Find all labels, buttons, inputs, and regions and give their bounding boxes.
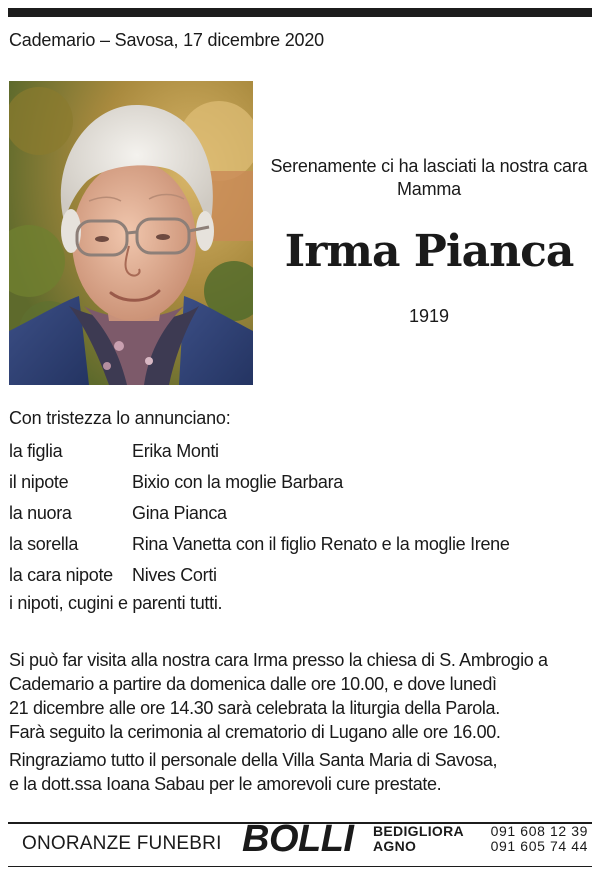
- family-row: [9, 467, 594, 498]
- place-date: Cademario – Savosa, 17 dicembre 2020: [9, 30, 324, 50]
- family-all: i nipoti, cugini e parenti tutti.: [9, 593, 223, 613]
- thanks-paragraph: Ringraziamo tutto il personale della Villa Santa Maria di Savosa, e la dott.ssa Ioana Sabau per le amorevoli cure prestate.: [9, 750, 498, 794]
- family-role: la figlia: [9, 441, 63, 461]
- family-role: la nuora: [9, 503, 72, 523]
- family-row: [9, 560, 594, 591]
- footer-rule-bottom: [8, 866, 592, 867]
- visitation-paragraph: Si può far visita alla nostra cara Irma presso la chiesa di S. Ambrogio a Cademario a partire da domenica dalle ore 10.00, e dove lunedì 21 dicembre alle ore 14.30 sarà celebrata la liturgia della Parola. Farà seguito la cerimonia al crematorio di Lugano alle ore 16.00.: [9, 650, 548, 742]
- top-rule: [8, 8, 592, 17]
- contact-row: [373, 839, 588, 854]
- funeral-home-contacts: [373, 824, 588, 854]
- family-role: la sorella: [9, 534, 79, 554]
- birth-year: 1919: [408, 306, 450, 326]
- intro-text: Serenamente ci ha lasciati la nostra cara Mamma: [270, 156, 588, 199]
- family-names: Nives Corti: [132, 565, 217, 585]
- family-names: Gina Pianca: [132, 503, 227, 523]
- family-names: Rina Vanetta con il figlio Renato e la moglie Irene: [132, 534, 510, 554]
- funeral-home-label: ONORANZE FUNEBRI: [22, 833, 222, 854]
- announce-heading: Con tristezza lo annunciano:: [9, 408, 231, 428]
- family-row: [9, 498, 594, 529]
- family-names: Bixio con la moglie Barbara: [132, 472, 344, 492]
- funeral-home-brand: BOLLI: [242, 818, 354, 860]
- contact-place: BEDIGLIORA: [373, 823, 464, 839]
- contact-phone: 091 605 74 44: [490, 838, 588, 854]
- family-row: [9, 529, 594, 560]
- deceased-name: Irma Pianca: [284, 226, 574, 277]
- family-row: [9, 436, 594, 467]
- contact-row: [373, 824, 588, 839]
- family-list: [9, 436, 594, 591]
- contact-phone: 091 608 12 39: [490, 823, 588, 839]
- portrait-photo: [9, 81, 253, 385]
- family-role: il nipote: [9, 472, 69, 492]
- contact-place: AGNO: [373, 838, 417, 854]
- family-role: la cara nipote: [9, 565, 113, 585]
- body-text: [9, 648, 594, 800]
- family-names: Erika Monti: [132, 441, 219, 461]
